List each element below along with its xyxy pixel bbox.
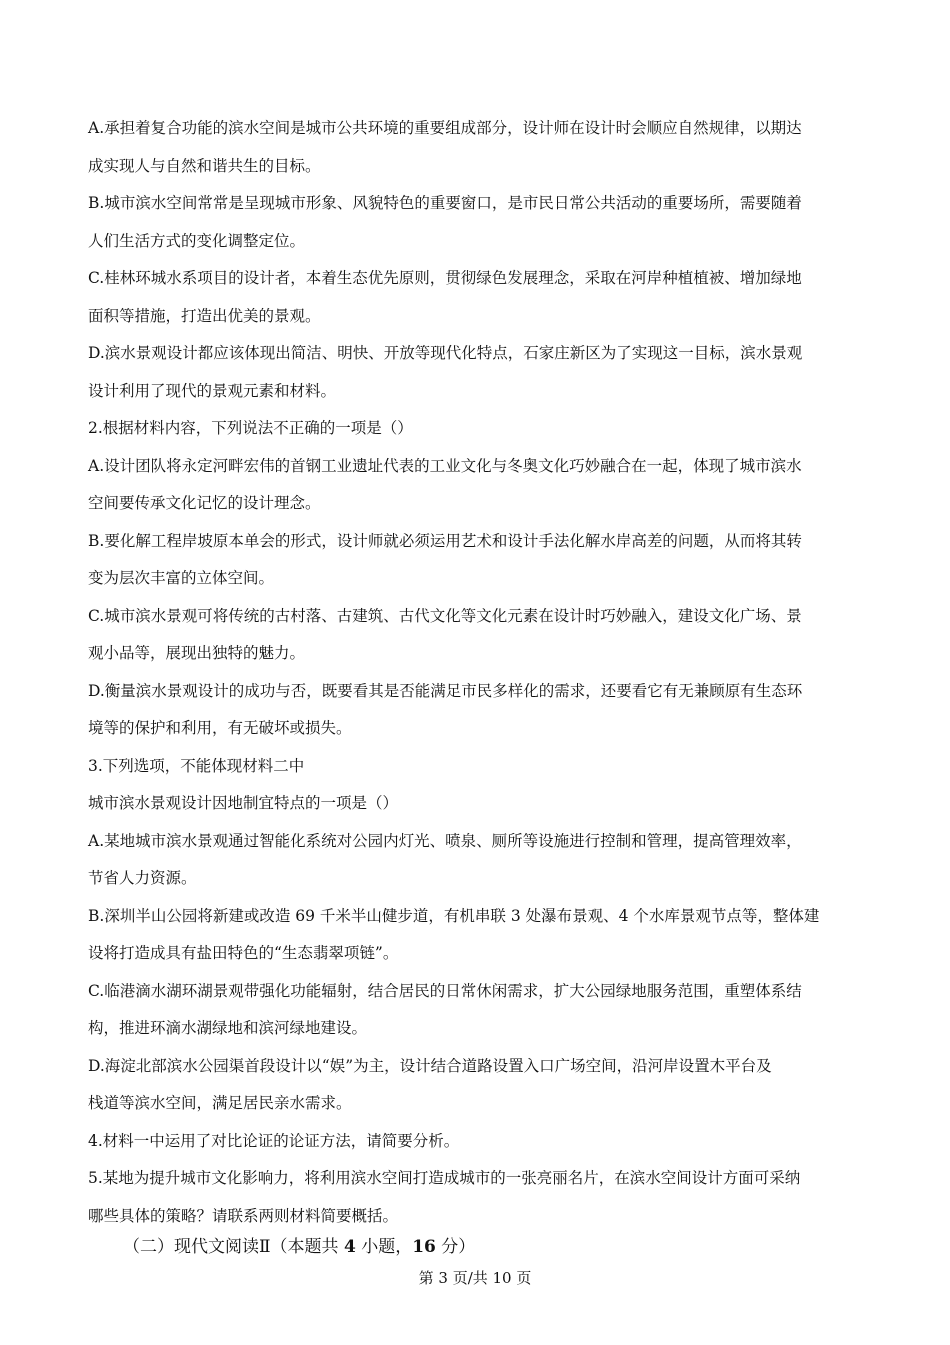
text-line: 成实现人与自然和谐共生的目标。 xyxy=(88,156,321,175)
text-line: 城市滨水景观设计因地制宜特点的一项是（） xyxy=(88,794,399,812)
text-line: B.城市滨水空间常常是呈现城市形象、风貌特色的重要窗口，是市民日常公共活动的重要场所，需要随着 xyxy=(88,194,802,212)
section-heading-suffix: 分） xyxy=(435,1237,476,1257)
text-line: 面积等措施，打造出优美的景观。 xyxy=(88,306,321,325)
text-line: 节省人力资源。 xyxy=(88,869,197,887)
question-2-stem: 2.根据材料内容，下列说法不正确的一项是（） xyxy=(88,419,413,437)
section-heading-prefix: （二）现代文阅读Ⅱ（本题共 xyxy=(123,1237,344,1257)
text-line: 哪些具体的策略？请联系两则材料简要概括。 xyxy=(88,1206,399,1225)
question-5-stem: 5.某地为提升城市文化影响力，将利用滨水空间打造成城市的一张亮丽名片，在滨水空间设计方面可采纳 xyxy=(88,1169,801,1187)
text-line: C.临港滴水湖环湖景观带强化功能辐射，结合居民的日常休闲需求，扩大公园绿地服务范围，重塑体系结 xyxy=(88,981,802,1000)
question-4-stem: 4.材料一中运用了对比论证的论证方法，请简要分析。 xyxy=(88,1131,460,1150)
text-line: 构，推进环滴水湖绿地和滨河绿地建设。 xyxy=(88,1019,368,1037)
text-line: D.滨水景观设计都应该体现出简洁、明快、开放等现代化特点，石家庄新区为了实现这一目标，滨水景观 xyxy=(88,344,803,362)
text-line: B.要化解工程岸坡原本单会的形式，设计师就必须运用艺术和设计手法化解水岸高差的问题，从而将其转 xyxy=(88,531,802,550)
text-line: 空间要传承文化记忆的设计理念。 xyxy=(88,494,321,512)
section-heading xyxy=(123,1232,475,1257)
section-heading-mid: 小题， xyxy=(355,1237,413,1257)
text-line: A.设计团队将永定河畔宏伟的首钢工业遗址代表的工业文化与冬奥文化巧妙融合在一起，体现了城市滨水 xyxy=(88,456,802,475)
text-line: 境等的保护和利用，有无破坏或损失。 xyxy=(88,719,352,737)
text-line: 栈道等滨水空间，满足居民亲水需求。 xyxy=(88,1094,352,1112)
section-question-count: 4 xyxy=(343,1237,356,1257)
text-line: C.城市滨水景观可将传统的古村落、古建筑、古代文化等文化元素在设计时巧妙融入，建设文化广场、景 xyxy=(88,606,802,625)
text-line: 观小品等，展现出独特的魅力。 xyxy=(88,644,306,662)
text-line: D.海淀北部滨水公园渠首段设计以“娱”为主，设计结合道路设置入口广场空间，沿河岸设置木平台及 xyxy=(88,1056,772,1075)
text-line: B.深圳半山公园将新建或改造 69 千米半山健步道，有机串联 3 处瀑布景观、4 个水库景观节点等，整体建 xyxy=(88,906,820,925)
text-line: 设将打造成具有盐田特色的“生态翡翠项链”。 xyxy=(88,944,399,962)
text-line: A.承担着复合功能的滨水空间是城市公共环境的重要组成部分，设计师在设计时会顺应自然规律，以期达 xyxy=(88,119,802,137)
text-line: 人们生活方式的变化调整定位。 xyxy=(88,231,306,250)
question-text-block xyxy=(88,110,860,1235)
text-line: A.某地城市滨水景观通过智能化系统对公园内灯光、喷泉、厕所等设施进行控制和管理，提高管理效率， xyxy=(88,831,802,850)
section-score: 16 xyxy=(412,1237,436,1257)
text-line: C.桂林环城水系项目的设计者，本着生态优先原则，贯彻绿色发展理念，采取在河岸种植植被、增加绿地 xyxy=(88,269,802,287)
text-line: 变为层次丰富的立体空间。 xyxy=(88,569,275,587)
page-number-footer: 第 3 页/共 10 页 xyxy=(418,1269,532,1287)
text-line: 设计利用了现代的景观元素和材料。 xyxy=(88,381,337,400)
question-3-stem: 3.下列选项，不能体现材料二中 xyxy=(88,756,305,775)
text-line: D.衡量滨水景观设计的成功与否，既要看其是否能满足市民多样化的需求，还要看它有无兼顾原有生态环 xyxy=(88,681,803,700)
